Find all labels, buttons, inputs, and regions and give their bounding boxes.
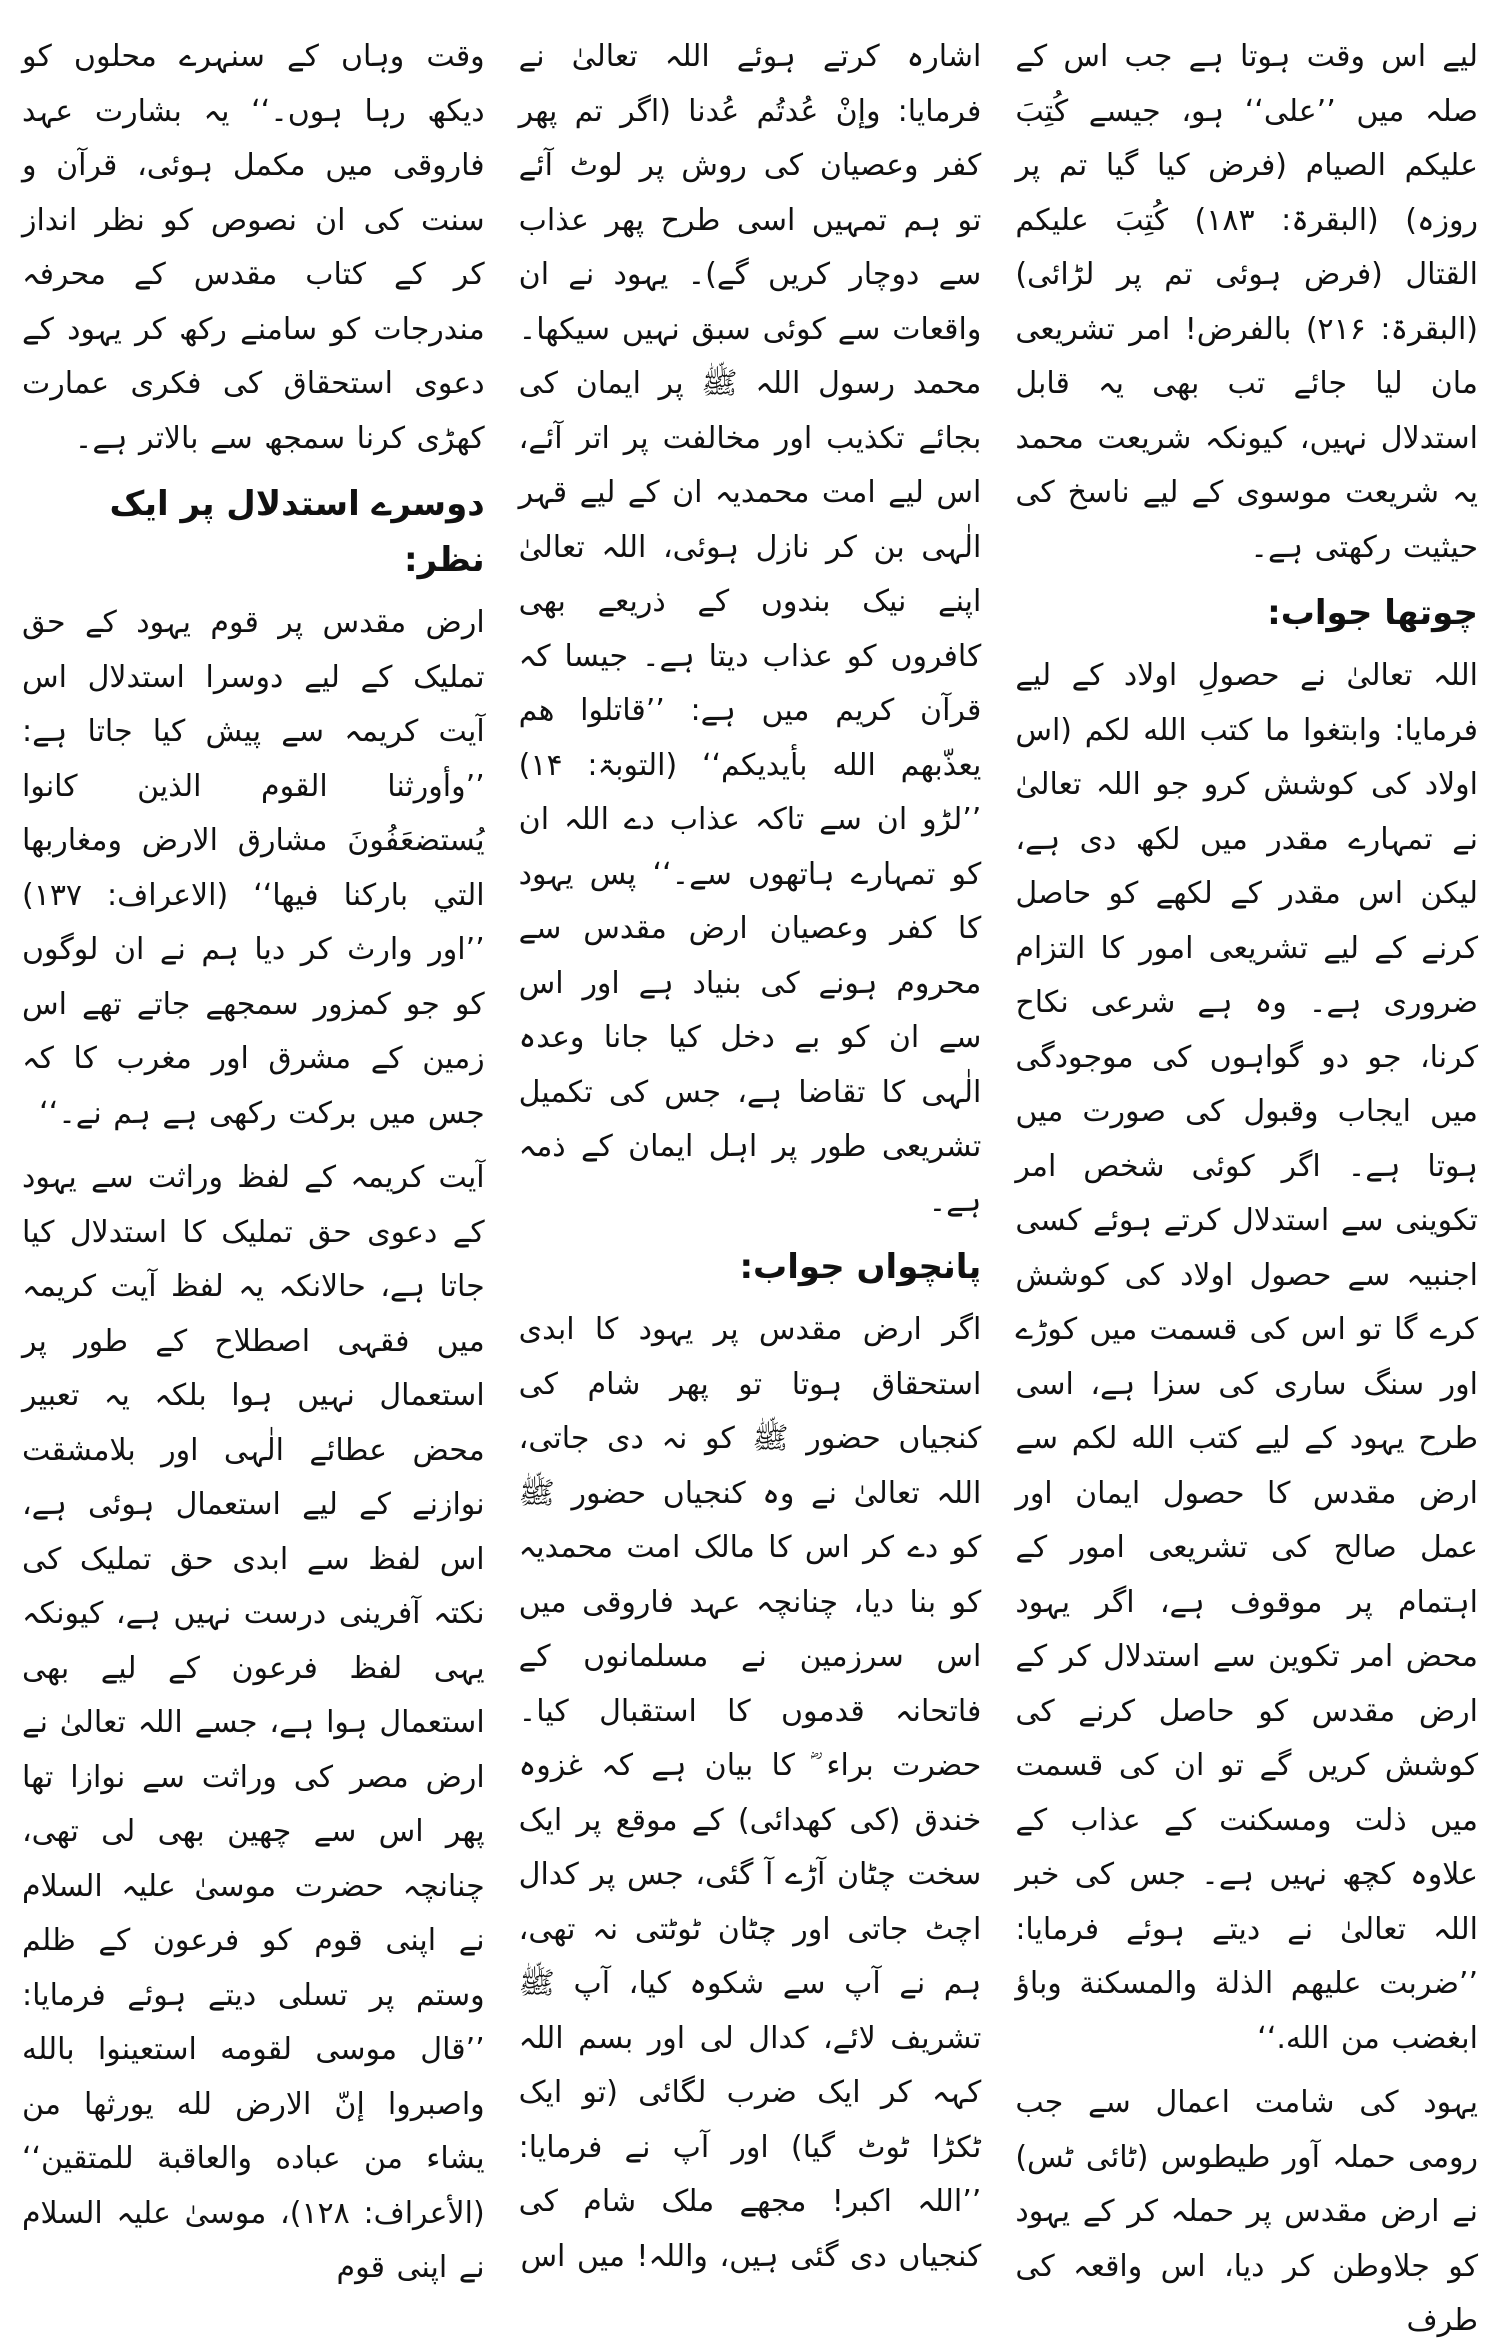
column-left [21, 30, 485, 2285]
paragraph: اگر ارض مقدس پر یہود کا ابدی استحقاق ہوتا تو پھر شام کی کنجیاں حضور ﷺ کو نہ دی جاتی، اللہ تعالیٰ نے وہ کنجیاں حضور ﷺ کو دے کر اس کا مالک امت محمدیہ کو بنا دیا، چنانچہ عہد فاروقی میں اس سرزمین نے مسلمانوں کے فاتحانہ قدموں کا استقبال کیا۔ حضرت براء ؓ کا بیان ہے کہ غزوہ خندق (کی کھدائی) کے موقع پر ایک سخت چٹان آڑے آ گئی، جس پر کدال اچٹ جاتی اور چٹان ٹوٹتی نہ تھی، ہم نے آپ سے شکوہ کیا، آپ ﷺ تشریف لائے، کدال لی اور بسم اللہ کہہ کر ایک ضرب لگائی (تو ایک ٹکڑا ٹوٹ گیا) اور آپ نے فرمایا: ’’اللہ اکبر! مجھے ملک شام کی کنجیاں دی گئی ہیں، واللہ! میں اس [518, 1312, 982, 2274]
column-middle [518, 30, 982, 2274]
paragraph: آیت کریمہ کے لفظ وراثت سے یہود کے دعوی حق تملیک کا استدلال کیا جاتا ہے، حالانکہ یہ لفظ آیت کریمہ میں فقہی اصطلاح کے طور پر استعمال نہیں ہوا بلکہ یہ تعبیر محض عطائے الٰہی اور بلامشقت نوازنے کے لیے استعمال ہوئی ہے، اس لفظ سے ابدی حق تملیک کی نکتہ آفرینی درست نہیں ہے، کیونکہ یہی لفظ فرعون کے لیے بھی استعمال ہوا ہے، جسے اللہ تعالیٰ نے ارض مصر کی وراثت سے نوازا تھا پھر اس سے چھین بھی لی تھی، چنانچہ حضرت موسیٰ علیہ السلام نے اپنی قوم کو فرعون کے ظلم وستم پر تسلی دیتے ہوئے فرمایا: ’’قال موسى لقومه استعينوا بالله واصبروا إنّ الارض لله يورثها من يشاء من عباده والعاقبة للمتقين‘‘ (الأعراف: ۱۲۸)، موسیٰ علیہ السلام نے اپنی قوم [21, 1160, 485, 2285]
paragraph: ارض مقدس پر قوم یہود کے حق تملیک کے لیے دوسرا استدلال اس آیت کریمہ سے پیش کیا جاتا ہے: ’’وأورثنا القوم الذين كانوا يُستضعَفُونَ مشارق الارض ومغاربها التي باركنا فيها‘‘ (الاعراف: ۱۳۷) ’’اور وارث کر دیا ہم نے ان لوگوں کو جو کمزور سمجھے جاتے تھے اس زمین کے مشرق اور مغرب کا کہ جس میں برکت رکھی ہے ہم نے۔‘‘ [21, 605, 485, 1131]
section-heading: چوتھا جواب: [1267, 593, 1478, 633]
column-right [1015, 30, 1479, 2338]
section-heading: پانچواں جواب: [739, 1247, 982, 1287]
paragraph: اللہ تعالیٰ نے حصولِ اولاد کے لیے فرمایا: وابتغوا ما كتب الله لكم (اس اولاد کی کوشش کرو جو اللہ تعالیٰ نے تمہارے مقدر میں لکھ دی ہے، لیکن اس مقدر کے لکھے کو حاصل کرنے کے لیے تشریعی امور کا التزام ضروری ہے۔ وہ ہے شرعی نکاح کرنا، جو دو گواہوں کی موجودگی میں ایجاب وقبول کی صورت میں ہوتا ہے۔ اگر کوئی شخص امر تکوینی سے استدلال کرتے ہوئے کسی اجنبیہ سے حصول اولاد کی کوشش کرے گا تو اس کی قسمت میں کوڑے اور سنگ ساری کی سزا ہے، اسی طرح یہود کے لیے کتب الله لكم سے ارض مقدس کا حصول ایمان اور عمل صالح کی تشریعی امور کے اہتمام پر موقوف ہے، اگر یہود محض امر تکوین سے استدلال کر کے ارض مقدس کو حاصل کرنے کی کوشش کریں گے تو ان کی قسمت میں ذلت ومسکنت کے عذاب کے علاوہ کچھ نہیں ہے۔ جس کی خبر اللہ تعالیٰ نے دیتے ہوئے فرمایا: ’’ضربت علیهم الذلة والمسكنة وباؤ ابغضب من الله.‘‘ [1015, 658, 1478, 2056]
paragraph: لیے اس وقت ہوتا ہے جب اس کے صلہ میں ’’علی‘‘ ہو، جیسے كُتِبَ علیكم الصیام (فرض کیا گیا تم پر روزہ) (البقرۃ: ۱۸۳) كُتِبَ علیكم القتال (فرض ہوئی تم پر لڑائی) (البقرۃ: ۲۱۶) بالفرض! امر تشریعی مان لیا جائے تب بھی یہ قابل استدلال نہیں، کیونکہ شریعت محمد یہ شریعت موسوی کے لیے ناسخ کی حیثیت رکھتی ہے۔ [1015, 39, 1479, 565]
section-heading: دوسرے استدلال پر ایک نظر: [109, 484, 485, 580]
paragraph: یہود کی شامت اعمال سے جب رومی حملہ آور طیطوس (ٹائی ٹس) نے ارض مقدس پر حملہ کر کے یہود کو جلاوطن کر دیا، اس واقعہ کی طرف [1015, 2085, 1478, 2338]
paragraph: وقت وہاں کے سنہرے محلوں کو دیکھ رہا ہوں۔‘‘ یہ بشارت عہد فاروقی میں مکمل ہوئی، قرآن و سنت کی ان نصوص کو نظر انداز کر کے کتاب مقدس کے محرفہ مندرجات کو سامنے رکھ کر یہود کے دعوی استحقاق کی فکری عمارت کھڑی کرنا سمجھ سے بالاتر ہے۔ [21, 39, 485, 456]
paragraph: اشارہ کرتے ہوئے اللہ تعالیٰ نے فرمایا: وإنْ عُدتُم عُدنا (اگر تم پھر کفر وعصیان کی روش پر لوٹ آئے تو ہم تمہیں اسی طرح پھر عذاب سے دوچار کریں گے)۔ یہود نے ان واقعات سے کوئی سبق نہیں سیکھا۔ محمد رسول اللہ ﷺ پر ایمان کی بجائے تکذیب اور مخالفت پر اتر آئے، اس لیے امت محمدیہ ان کے لیے قہر الٰہی بن کر نازل ہوئی، اللہ تعالیٰ اپنے نیک بندوں کے ذریعے بھی کافروں کو عذاب دیتا ہے۔ جیسا کہ قرآن کریم میں ہے: ’’قاتلوا هم يعذّبهم الله بأيديكم‘‘ (التوبۃ: ۱۴) ’’لڑو ان سے تاکہ عذاب دے اللہ ان کو تمہارے ہاتھوں سے۔‘‘ پس یہود کا کفر وعصیان ارض مقدس سے محروم ہونے کی بنیاد ہے اور اس سے ان کو بے دخل کیا جانا وعدہ الٰہی کا تقاضا ہے، جس کی تکمیل تشریعی طور پر اہل ایمان کے ذمہ ہے۔ [518, 39, 982, 1219]
